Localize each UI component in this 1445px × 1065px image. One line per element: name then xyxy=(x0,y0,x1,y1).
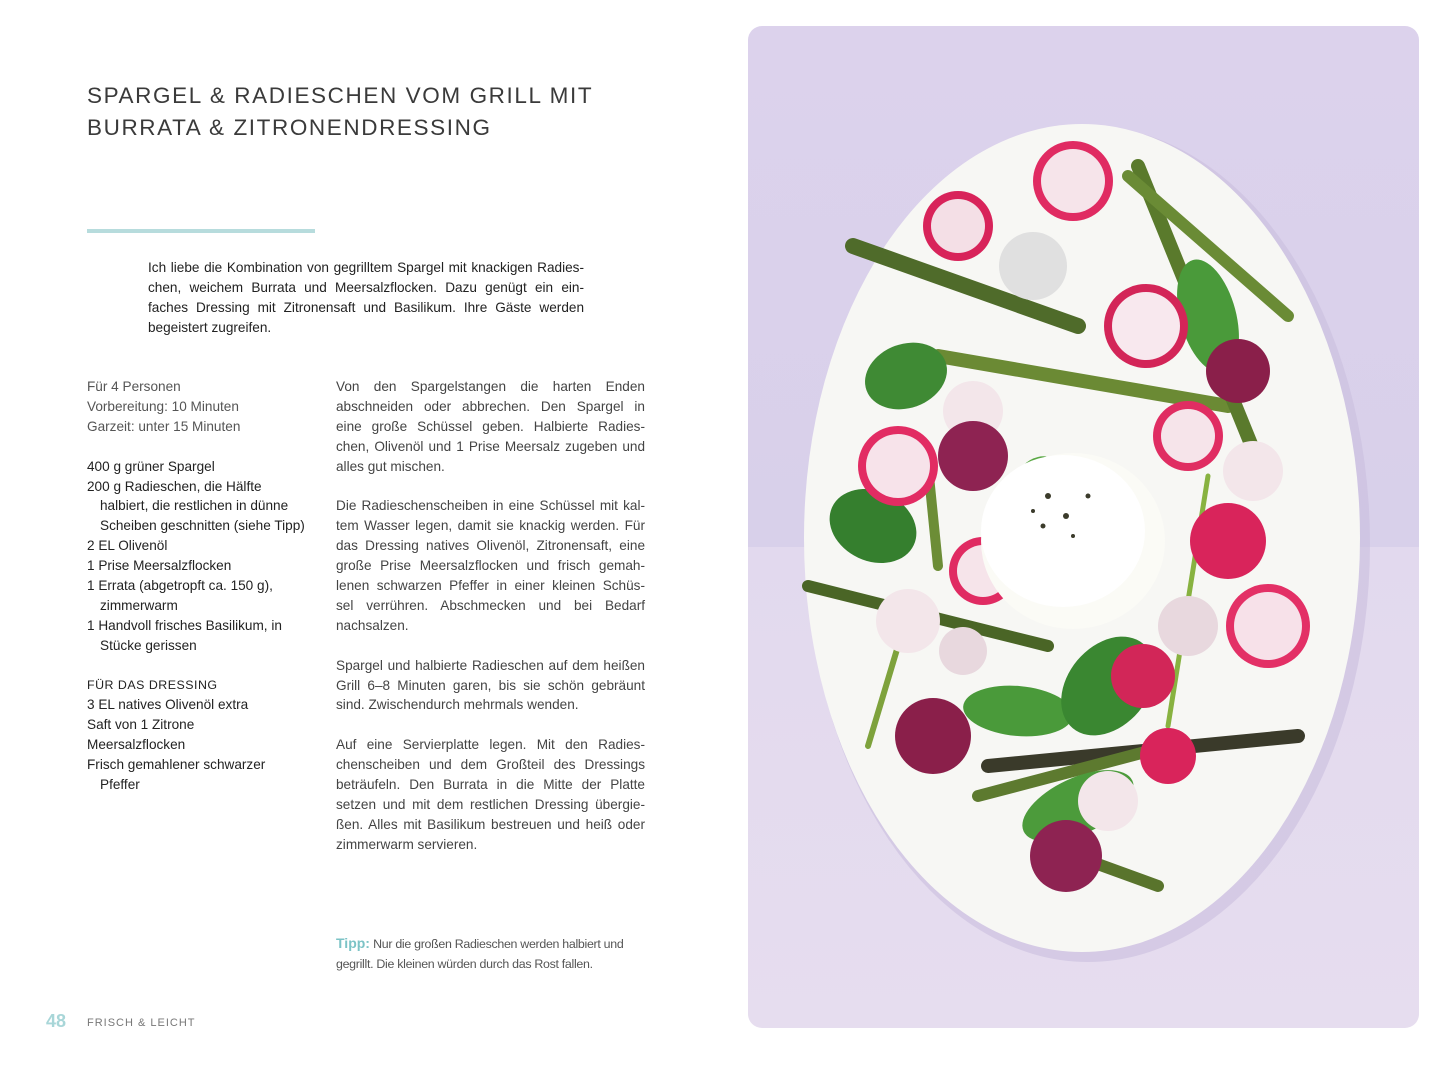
tip-text: Nur die großen Radieschen werden halbiert und xyxy=(373,937,624,951)
tip-line: gegrillt. Die kleinen würden durch das Rost fallen. xyxy=(336,957,593,971)
step-line: das Dressing natives Olivenöl, Zitronensaft, eine xyxy=(336,538,645,554)
instruction-step xyxy=(336,377,645,477)
step-line: sel verrühren. Abschmecken und bei Bedarf xyxy=(336,597,645,613)
intro-line: begeistert zugreifen. xyxy=(148,320,272,335)
step-line: Grill 6–8 Minuten garen, bis sie schön gebräunt xyxy=(336,677,645,693)
page-number: 48 xyxy=(46,1011,67,1031)
intro-line: Ich liebe die Kombination von gegrilltem Spargel mit knackigen Radies- xyxy=(148,260,584,275)
instruction-step xyxy=(336,656,645,716)
food-photo xyxy=(748,26,1419,1028)
dressing-item: Meersalzflocken xyxy=(87,737,186,753)
recipe-intro xyxy=(148,258,584,338)
step-line: sind. Zwischendurch mehrmals wenden. xyxy=(336,697,579,713)
ingredients-column xyxy=(87,377,327,795)
step-line: setzen und mit dem restlichen Dressing übergie- xyxy=(336,796,645,812)
step-line: chen, Olivenöl und 1 Prise Meersalz zugeben und xyxy=(336,438,645,454)
instructions-column xyxy=(336,377,645,875)
step-line: ßen. Alles mit Basilikum bestreuen und heiß oder xyxy=(336,816,645,832)
ingredient-item: 200 g Radieschen, die Hälfte xyxy=(87,478,262,494)
step-line: chenscheiben und dem Großteil des Dressings xyxy=(336,757,645,773)
ingredient-item: 400 g grüner Spargel xyxy=(87,458,215,474)
tip-line xyxy=(336,933,648,954)
dressing-item-continued: Pfeffer xyxy=(100,777,140,793)
dressing-item: 3 EL natives Olivenöl extra xyxy=(87,697,249,713)
step-line: abschneiden oder abbrechen. Den Spargel in xyxy=(336,398,645,414)
step-line: zimmerwarm servieren. xyxy=(336,836,478,852)
step-line: eine große Schüssel geben. Halbierte Radies- xyxy=(336,418,645,434)
step-line: nachsalzen. xyxy=(336,617,409,633)
dressing-item: Saft von 1 Zitrone xyxy=(87,717,195,733)
ingredient-item-continued: zimmerwarm xyxy=(100,597,178,613)
instruction-step xyxy=(336,735,645,854)
ingredient-item-continued: Scheiben geschnitten (siehe Tipp) xyxy=(100,518,305,534)
step-line: Von den Spargelstangen die harten Enden xyxy=(336,379,645,394)
recipe-title-line: BURRATA & ZITRONENDRESSING xyxy=(87,115,492,140)
tip-box xyxy=(336,933,648,974)
servings: Für 4 Personen xyxy=(87,379,181,394)
step-line: Auf eine Servierplatte legen. Mit den Radies- xyxy=(336,737,645,753)
burrata xyxy=(981,453,1165,629)
step-line: lenen schwarzen Pfeffer in einer kleinen Schüs- xyxy=(336,578,645,594)
tip-label: Tipp: xyxy=(336,935,370,951)
recipe-title-line: SPARGEL & RADIESCHEN VOM GRILL MIT xyxy=(87,83,594,108)
ingredient-item: 1 Prise Meersalzflocken xyxy=(87,558,232,574)
accent-divider xyxy=(87,229,315,233)
step-line: große Prise Meersalzflocken und frisch gemah- xyxy=(336,558,645,574)
step-line: Die Radieschenscheiben in eine Schüssel mit kal- xyxy=(336,498,645,514)
ingredient-item: 2 EL Olivenöl xyxy=(87,538,168,554)
prep-time: Vorbereitung: 10 Minuten xyxy=(87,398,239,414)
ingredient-item: 1 Handvoll frisches Basilikum, in xyxy=(87,617,282,633)
step-line: alles gut mischen. xyxy=(336,458,445,474)
step-line: beträufeln. Den Burrata in die Mitte der Platte xyxy=(336,777,645,793)
dressing-heading: FÜR DAS DRESSING xyxy=(87,677,218,692)
section-name: FRISCH & LEICHT xyxy=(87,1017,196,1029)
dressing-item: Frisch gemahlener schwarzer xyxy=(87,757,266,773)
intro-line: faches Dressing mit Zitronensaft und Basilikum. Ihre Gäste werden xyxy=(148,300,584,315)
food-photo-illustration xyxy=(748,26,1419,1028)
ingredient-item-continued: halbiert, die restlichen in dünne xyxy=(100,498,289,514)
step-line: tem Wasser legen, damit sie knackig werden. Für xyxy=(336,518,645,534)
ingredient-item-continued: Stücke gerissen xyxy=(100,637,197,653)
instruction-step xyxy=(336,496,645,635)
ingredient-item: 1 Errata (abgetropft ca. 150 g), xyxy=(87,578,273,594)
recipe-title xyxy=(87,80,647,144)
step-line: Spargel und halbierte Radieschen auf dem heißen xyxy=(336,657,645,673)
cook-time: Garzeit: unter 15 Minuten xyxy=(87,418,241,434)
intro-line: chen, weichem Burrata und Meersalzflocken. Dazu genügt ein ein- xyxy=(148,280,584,295)
